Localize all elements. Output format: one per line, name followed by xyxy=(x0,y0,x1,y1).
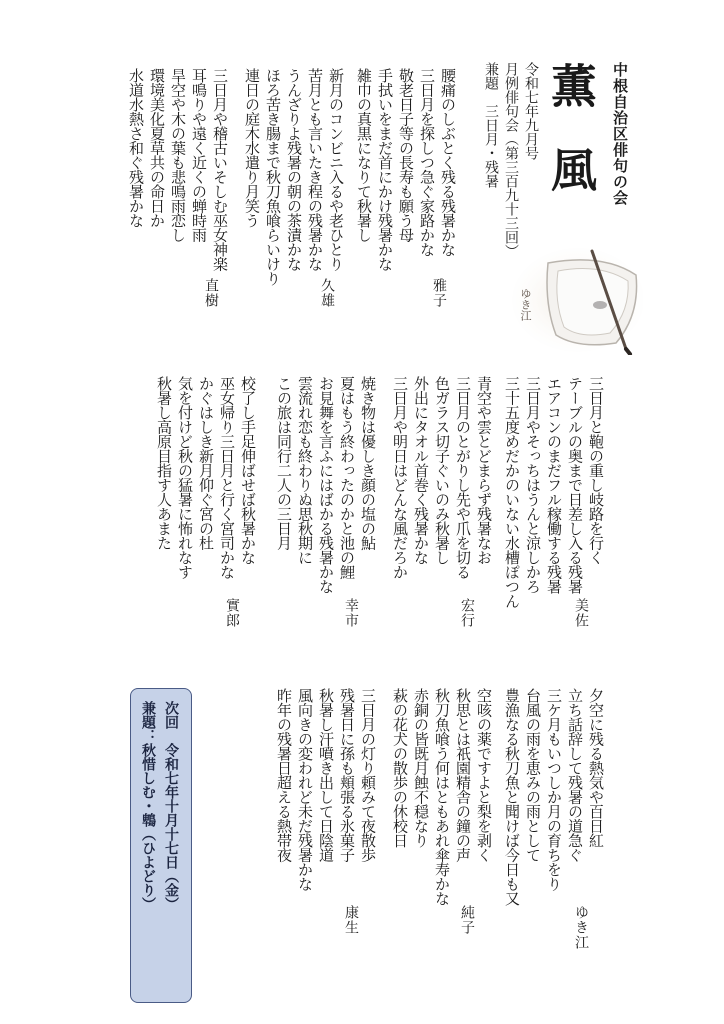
haiku-line: 焼き物は優しき顔の塩の鮎 xyxy=(359,376,377,550)
haiku-line: 秋刀魚喰う何はともあれ傘寿かな xyxy=(433,688,451,906)
author-name: 美佐 xyxy=(573,598,589,628)
haiku-line: 外出にタオル首巻く残暑かな xyxy=(412,376,430,565)
next-meeting-notice xyxy=(130,688,192,1003)
haiku-line: 色ガラス切子ぐいのみ秋暑し xyxy=(433,376,451,565)
haiku-line: 校了し手足伸ばせば秋暑かな xyxy=(239,376,257,565)
haiku-line: 三日月のとがりし先や爪を切る xyxy=(454,376,472,579)
author-name: 實郎 xyxy=(224,598,240,628)
issue-date: 令和七年九月号 xyxy=(523,62,539,160)
haiku-line: 夕空に残る熱気や百日紅 xyxy=(587,688,605,848)
haiku-line: 昨年の残暑日超える熱帯夜 xyxy=(275,688,293,862)
author-name: 康生 xyxy=(343,905,359,935)
haiku-line: 環境美化夏草共の命日か xyxy=(148,68,166,228)
haiku-line: 手拭いをまだ首にかけ残暑かな xyxy=(376,68,394,271)
haiku-line: 三日月や稽古いそしむ巫女神楽 xyxy=(211,68,229,271)
author-name: 幸市 xyxy=(343,598,359,628)
author-name: ゆき江 xyxy=(573,905,589,950)
author-name: 久雄 xyxy=(319,278,335,308)
haiku-line: 三日月の灯り頼みて夜散歩 xyxy=(359,688,377,862)
haiku-line: 三日月を探しつ急ぐ家路かな xyxy=(418,68,436,257)
haiku-line: うんざりよ残暑の朝の茶漬かな xyxy=(285,68,303,271)
haiku-line: 三ケ月もいつしか月の育ちをり xyxy=(545,688,563,891)
haiku-line: 台風の雨を恵みの雨として xyxy=(524,688,542,862)
haiku-line: 青空や雲とどまらず残暑なお xyxy=(475,376,493,565)
haiku-line: 苦月とも言いたき程の残暑かな xyxy=(306,68,324,271)
author-name: 純子 xyxy=(459,905,475,935)
haiku-line: 新月のコンビニ入るや老ひとり xyxy=(327,68,345,271)
haiku-line: 秋暑し汗噴き出して日陰道 xyxy=(317,688,335,862)
haiku-line: お見舞を言ふにはばかる残暑かな xyxy=(317,376,335,594)
next-meeting-themes: 兼題：秋惜しむ・鵯（ひよどり） xyxy=(140,701,156,911)
author-name: 直樹 xyxy=(203,278,219,308)
haiku-line: かぐはしき新月仰ぐ宮の杜 xyxy=(197,376,215,550)
haiku-line: 連日の庭木水遣り月笑う xyxy=(243,68,261,228)
author-name: 宏行 xyxy=(459,598,475,628)
haiku-line: 雑巾の真黒になりて秋暑し xyxy=(355,68,373,242)
haiku-line: 秋暑し高原目指す人あまた xyxy=(155,376,173,550)
haiku-line: 三日月や明日はどんな風だろか xyxy=(391,376,409,579)
haiku-line: 耳鳴りや遠く近くの蝉時雨 xyxy=(190,68,208,242)
haiku-line: 水道水熱さ和ぐ残暑かな xyxy=(127,68,145,228)
haiku-line: 残暑日に孫も頬張る氷菓子 xyxy=(338,688,356,862)
author-name: 雅子 xyxy=(431,278,447,308)
haiku-line: 腰痛のしぶとく残る残暑かな xyxy=(439,68,457,257)
haiku-line: 敬老日子等の長寿も願う母 xyxy=(397,68,415,242)
haiku-line: ほろ苦き腸まで秋刀魚喰らいけり xyxy=(264,68,282,286)
haiku-line: 雲流れ恋も終わりぬ思秋期に xyxy=(296,376,314,565)
next-meeting-date: 次回 令和七年十月十七日（金） xyxy=(163,701,179,911)
haiku-line: 三日月やそっちはうんと涼しかろ xyxy=(524,376,542,594)
haiku-line: 巫女帰り三日月と行く宮司かな xyxy=(218,376,236,579)
haiku-line: 気を付けど秋の猛暑に怖れなす xyxy=(176,376,194,579)
haiku-line: エアコンのまだフル稼働する残暑 xyxy=(545,376,563,594)
themes-line: 兼題 三日月・残暑 xyxy=(483,62,499,188)
haiku-line: 三十五度めだかのいない水槽ぽつん xyxy=(503,376,521,608)
haiku-line: 旱空や木の葉も悲鳴雨恋し xyxy=(169,68,187,242)
meeting-info: 月例俳句会（第三百九十三回） xyxy=(503,62,519,258)
journal-title: 薫風 xyxy=(544,62,598,230)
organization-name: 中根自治区俳句の会 xyxy=(611,62,629,206)
haiku-line: 萩の花犬の散歩の休校日 xyxy=(391,688,409,848)
haiku-line: 夏はもう終わったのかと池の鯉 xyxy=(338,376,356,579)
haiku-line: 豊漁なる秋刀魚と聞けば今日も又 xyxy=(503,688,521,906)
haiku-line: 立ち話辞して残暑の道急ぐ xyxy=(566,688,584,862)
haiku-line: 三日月と鞄の重し岐路を行く xyxy=(587,376,605,565)
haiku-line: 赤銅の皆既月蝕不穏なり xyxy=(412,688,430,848)
haiku-line: 空咳の薬ですよと梨を剥く xyxy=(475,688,493,862)
haiku-line: テーブルの奥まで日差し入る残暑 xyxy=(566,376,584,594)
haiku-line: 秋思とは祇園精舎の鐘の声 xyxy=(454,688,472,862)
haiku-line: 風向きの変われど未だ残暑かな xyxy=(296,688,314,891)
illustration-signature: ゆき江 xyxy=(519,288,532,321)
haiku-line: この旅は同行二人の三日月 xyxy=(275,376,293,550)
